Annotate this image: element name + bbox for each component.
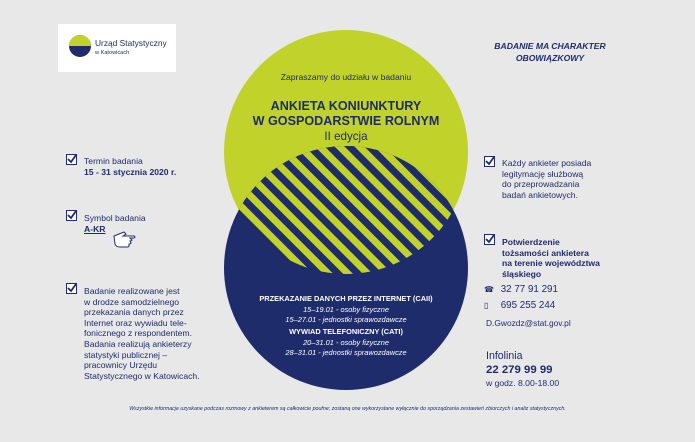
internet-heading: PRZEKAZANIE DANYCH PRZEZ INTERNET (CAII) [259, 294, 433, 303]
infolinia-number[interactable]: 22 279 99 99 [486, 364, 553, 376]
id-line: Każdy ankieter posiada [502, 158, 592, 168]
phone-line2: 28–31.01 - jednostki sprawozdawcze [285, 348, 407, 357]
id-line: do przeprowadzania [502, 179, 580, 190]
check-icon [66, 210, 77, 221]
id-line: legitymację służbową [502, 168, 584, 179]
term-block [84, 156, 176, 177]
id-card-block [502, 158, 591, 200]
method-line: Internet oraz wywiadu tele- [84, 317, 187, 328]
symbol-label: Symbol badania [84, 213, 146, 223]
check-icon [484, 156, 495, 167]
logo-name-line2: w Katowicach [95, 50, 130, 56]
phone-row [484, 284, 558, 295]
telephone-icon: ☎ [484, 285, 494, 294]
method-line: Badania realizują ankieterzy [84, 338, 192, 349]
mobile-phone-icon: ▯ [484, 301, 489, 310]
check-icon [66, 154, 77, 165]
confirm-line: tożsamości ankietera [502, 247, 589, 258]
logo-name-line1: Urząd Statystyczny [95, 38, 167, 48]
symbol-value[interactable]: A-KR [84, 223, 106, 234]
infolinia-label: Infolinia [486, 350, 523, 362]
check-icon [484, 234, 495, 245]
method-line: Badanie realizowane jest [84, 286, 180, 296]
phone-number[interactable]: 32 77 91 291 [500, 284, 558, 295]
internet-line1: 15–19.01 - osoby fizyczne [303, 305, 389, 314]
survey-title [224, 99, 468, 129]
method-block [84, 286, 200, 381]
mandatory-line2: OBOWIĄZKOWY [515, 53, 585, 63]
mobile-number[interactable]: 695 255 244 [500, 300, 556, 311]
method-line: statystyki publicznej – [84, 349, 168, 360]
confirm-block [502, 237, 600, 279]
title-line1: ANKIETA KONIUNKTURY [270, 99, 422, 113]
email-link[interactable]: D.Gwozdz@stat.gov.pl [486, 318, 571, 328]
phone-line1: 20–31.01 - osoby fizyczne [303, 338, 389, 347]
confirm-line: śląskiego [502, 268, 542, 279]
method-line: pracownicy Urzędu [84, 360, 158, 371]
check-icon [66, 283, 77, 294]
pointing-hand-icon [112, 228, 138, 250]
term-label: Termin badania [84, 156, 143, 166]
phone-heading: WYWIAD TELEFONICZNY (CATI) [289, 327, 403, 336]
id-line: badań ankietowych. [502, 189, 578, 200]
method-line: Statystycznego w Katowicach. [84, 370, 200, 381]
mandatory-line1: BADANIE MA CHARAKTER [494, 41, 606, 51]
invite-text: Zapraszamy do udziału w badaniu [280, 72, 412, 82]
title-line2: W GOSPODARSTWIE ROLNYM [252, 114, 440, 128]
confidentiality-footer: Wszystkie informacje uzyskane podczas rozmowy z ankieterem są całkowicie poufne; zostaną one wykorzystane wyłącznie do sporządzania zestawień zbiorczych i analiz statystycznych. [129, 406, 566, 412]
term-value: 15 - 31 stycznia 2020 r. [84, 166, 177, 177]
method-line: fonicznego z respondentem. [84, 328, 192, 339]
confirm-line: na terenie województwa [502, 258, 600, 269]
internet-line2: 15–27.01 - jednostki sprawozdawcze [285, 315, 407, 324]
infolinia-hours: w godz. 8.00-18.00 [486, 378, 560, 388]
method-line: w drodze samodzielnego [84, 296, 180, 307]
edition-text: II edycja [324, 130, 368, 143]
method-line: przekazania danych przez [84, 307, 184, 318]
mobile-row [484, 300, 555, 311]
confirm-line: Potwierdzenie [502, 237, 560, 247]
